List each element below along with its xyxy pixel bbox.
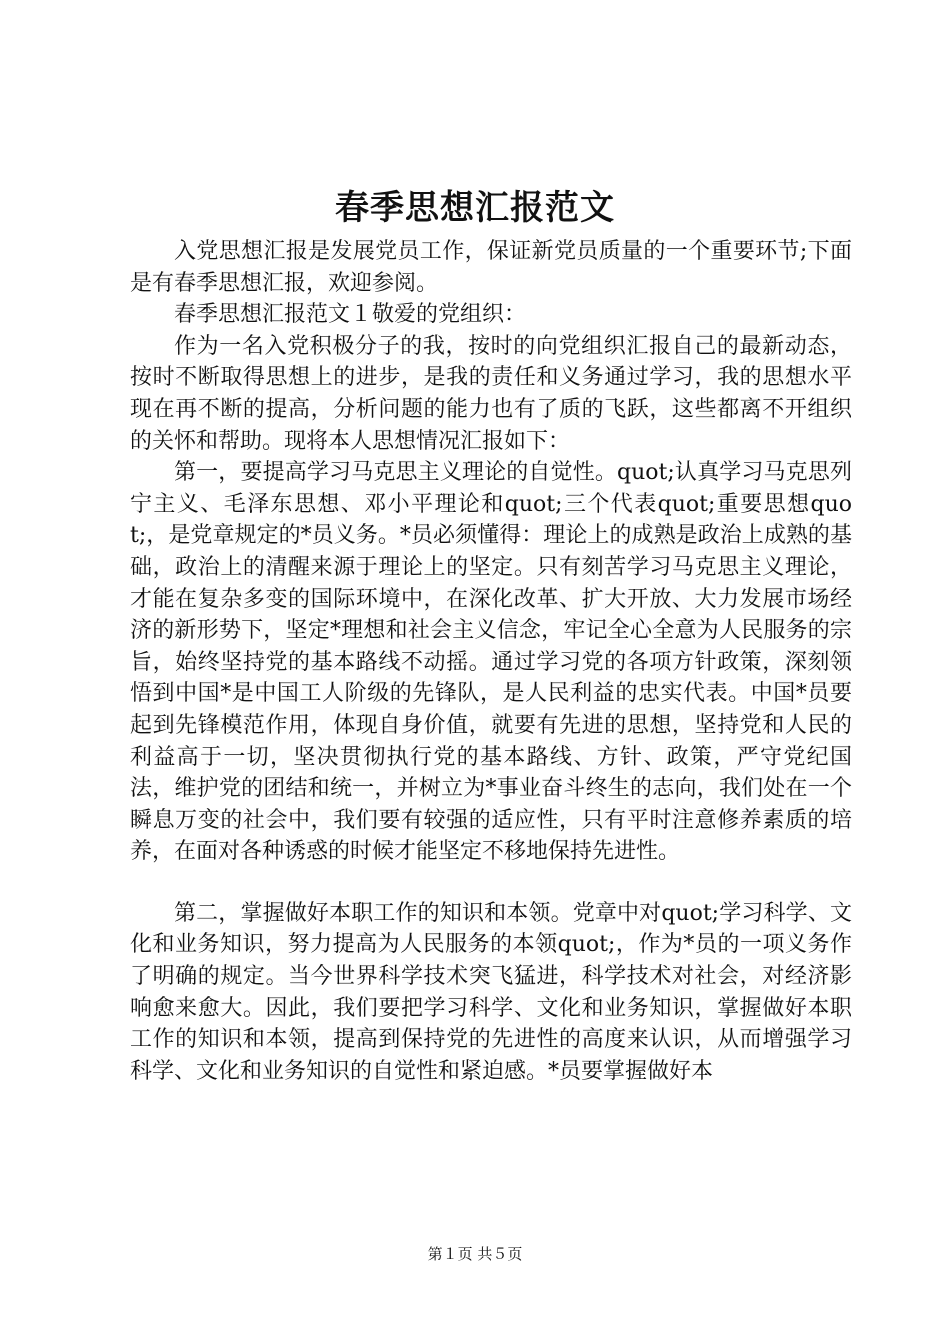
- paragraph-second-point: 第二，掌握做好本职工作的知识和本领。党章中对quot;学习科学、文化和业务知识，努力提高为人民服务的本领quot;，作为*员的一项义务作了明确的规定。当今世界科学技术突飞猛进，科学技术对社会，对经济影响愈来愈大。因此，我们要把学习科学、文化和业务知识，掌握做好本职工作的知识和本领，提高到保持党的先进性的高度来认识，从而增强学习科学、文化和业务知识的自觉性和紧迫感。*员要掌握做好本: [130, 900, 852, 1084]
- page-footer: 第１页 共５页: [427, 1245, 523, 1263]
- paragraph-opening: 作为一名入党积极分子的我，按时的向党组织汇报自己的最新动态，按时不断取得思想上的进步，是我的责任和义务通过学习，我的思想水平现在再不断的提高，分析问题的能力也有了质的飞跃，这些都离不开组织的关怀和帮助。现将本人思想情况汇报如下：: [130, 333, 852, 454]
- paragraph-intro: 入党思想汇报是发展党员工作，保证新党员质量的一个重要环节;下面是有春季思想汇报，欢迎参阅。: [130, 239, 852, 296]
- document-title: 春季思想汇报范文: [335, 188, 615, 228]
- paragraph-salutation: 春季思想汇报范文１敬爱的党组织：: [174, 302, 527, 328]
- document-body: [130, 236, 852, 1087]
- paragraph-first-point: 第一，要提高学习马克思主义理论的自觉性。quot;认真学习马克思列宁主义、毛泽东思想、邓小平理论和quot;三个代表quot;重要思想quot;，是党章规定的*员义务。*员必须懂得：理论上的成熟是政治上成熟的基础，政治上的清醒来源于理论上的坚定。只有刻苦学习马克思主义理论，才能在复杂多变的国际环境中，在深化改革、扩大开放、大力发展市场经济的新形势下，坚定*理想和社会主义信念，牢记全心全意为人民服务的宗旨，始终坚持党的基本路线不动摇。通过学习党的各项方针政策，深刻领悟到中国*是中国工人阶级的先锋队，是人民利益的忠实代表。中国*员要起到先锋模范作用，体现自身价值，就要有先进的思想，坚持党和人民的利益高于一切，坚决贯彻执行党的基本路线、方针、政策，严守党纪国法，维护党的团结和统一，并树立为*事业奋斗终生的志向，我们处在一个瞬息万变的社会中，我们要有较强的适应性，只有平时注意修养素质的培养，在面对各种诱惑的时候才能坚定不移地保持先进性。: [130, 460, 852, 865]
